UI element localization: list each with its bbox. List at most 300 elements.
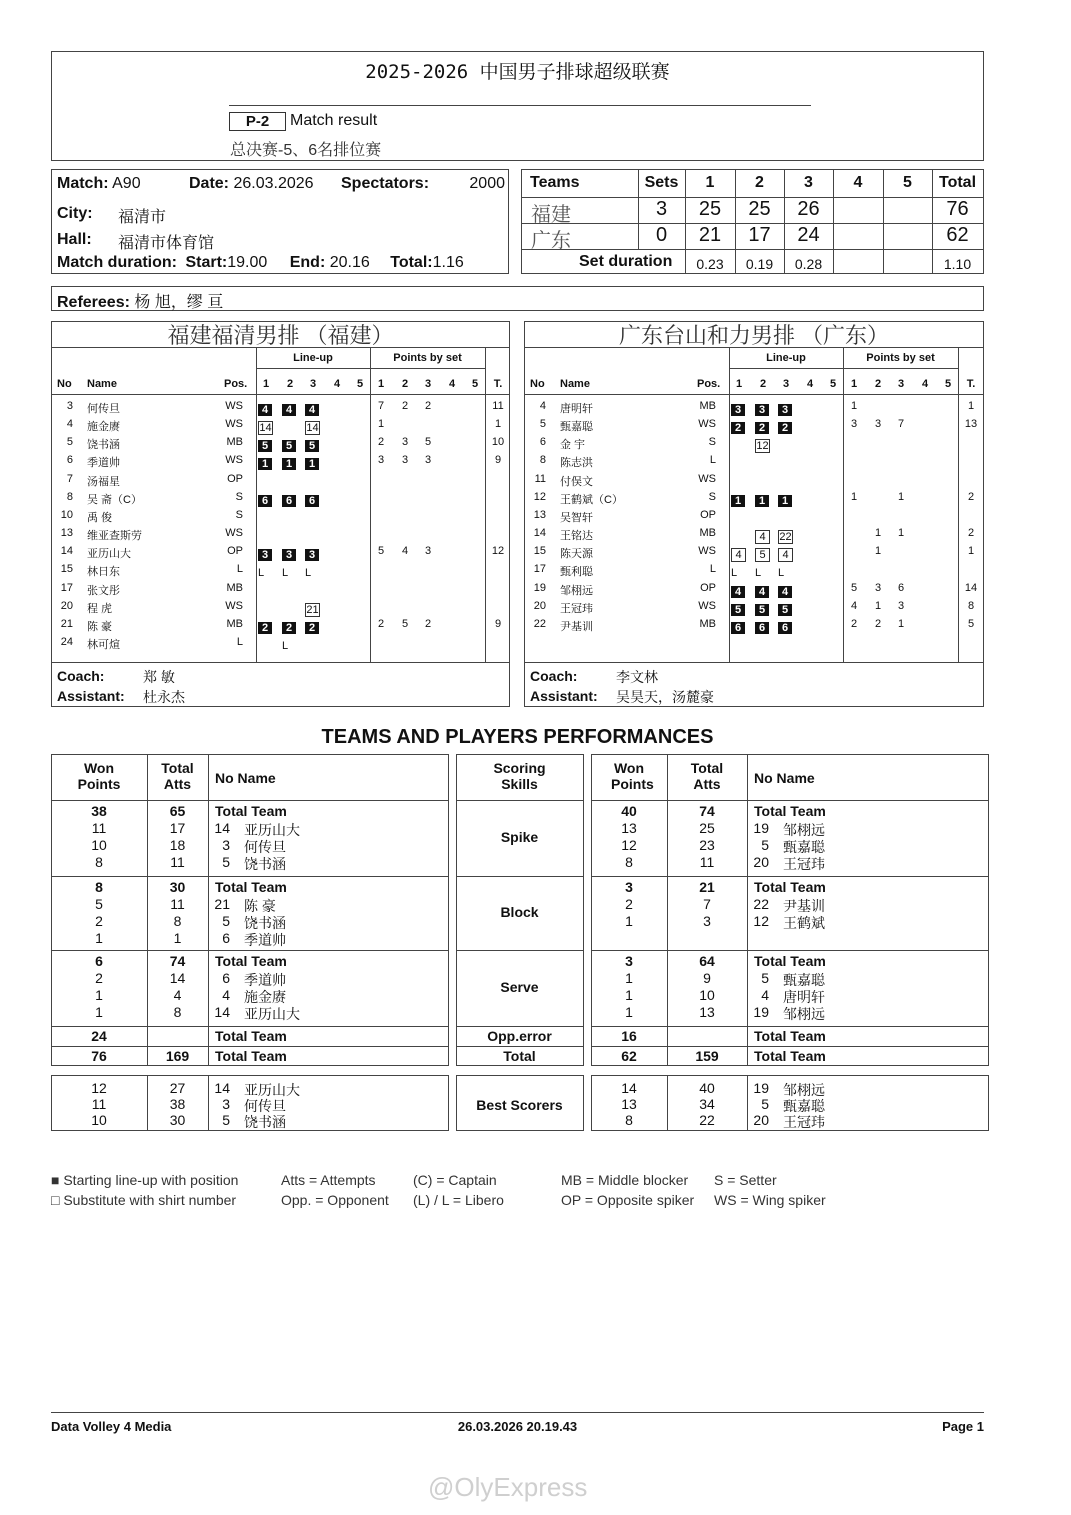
player-position: WS <box>225 599 243 612</box>
player-name: 唐明轩 <box>560 403 593 415</box>
player-name: 陈天源 <box>560 548 593 561</box>
player-number: 3 <box>222 837 230 853</box>
player-name: 程 虎 <box>87 602 113 615</box>
lineup-set-3 <box>778 618 792 636</box>
total-attempts: 27 <box>169 1080 186 1096</box>
player-name: 季道帅 <box>87 457 120 470</box>
player-number: 5 <box>761 970 769 986</box>
lineup-set-1 <box>258 618 272 636</box>
player-name: 王冠玮 <box>560 602 593 615</box>
player-name: 金 宇 <box>560 439 586 452</box>
player-total-points: 9 <box>494 617 502 630</box>
team-total-label: Total Team <box>215 953 287 969</box>
legend-item: ■ Starting line-up with position <box>51 1172 239 1188</box>
points-set-1: 7 <box>377 400 385 412</box>
city-label: City: <box>57 205 93 222</box>
no-name-header: No Name <box>215 770 276 786</box>
referees-label: Referees: <box>57 294 130 311</box>
substitute-number: 4 <box>778 548 793 562</box>
coach-label: Coach: <box>57 668 105 684</box>
starting-position: 1 <box>731 495 745 507</box>
city-value: 福清市 <box>118 209 167 226</box>
skill-opp-error: Opp.error <box>487 1028 552 1044</box>
total-attempts: 64 <box>699 953 715 969</box>
divider <box>524 662 984 663</box>
starting-position: 5 <box>258 440 272 452</box>
date-label: Date: <box>189 175 230 192</box>
player-number: 5 <box>222 854 230 870</box>
substitute-number: 22 <box>779 531 792 544</box>
score-header-total: Total <box>938 174 977 191</box>
score-set-3: 26 <box>797 198 820 220</box>
won-points: 1 <box>95 987 103 1003</box>
player-number: 5 <box>66 436 73 449</box>
won-points: 2 <box>95 970 103 986</box>
points-set-2: 3 <box>874 418 882 431</box>
starting-position: 2 <box>755 422 769 434</box>
player-number: 20 <box>533 599 546 612</box>
player-total-points: 13 <box>964 418 978 431</box>
player-total-points: 11 <box>492 400 504 412</box>
row-divider <box>456 876 583 877</box>
assistant-label: Assistant: <box>530 688 598 704</box>
footer-page: Page 1 <box>942 1419 984 1434</box>
points-set-3: 1 <box>897 527 905 540</box>
lineup-set-header: 5 <box>356 378 364 390</box>
legend-item: OP = Opposite spiker <box>561 1192 695 1208</box>
player-name: 何传旦 <box>244 839 286 855</box>
player-name: 邹栩远 <box>783 1082 825 1098</box>
team-total-label: Total Team <box>215 1048 287 1064</box>
total-attempts: 23 <box>699 837 715 853</box>
legend-item: Opp. = Opponent <box>281 1192 389 1208</box>
player-number: 5 <box>761 1096 769 1112</box>
column-divider <box>729 347 730 662</box>
player-number: 20 <box>60 599 73 612</box>
libero-mark: L <box>282 639 289 652</box>
row-divider <box>591 876 988 877</box>
player-number: 12 <box>533 490 546 503</box>
footer-divider <box>51 1412 984 1413</box>
competition-title: 2025-2026 中国男子排球超级联赛 <box>365 61 670 83</box>
score-header-teams: Teams <box>530 174 580 191</box>
set-duration-3: 0.28 <box>794 256 823 272</box>
lineup-set-3 <box>778 400 792 418</box>
player-number: 4 <box>222 987 230 1003</box>
score-sets-won: 0 <box>655 224 668 246</box>
total-attempts: 13 <box>699 1004 715 1020</box>
score-team-name: 福建 <box>531 204 571 226</box>
total-attempts: 159 <box>695 1048 719 1064</box>
divider <box>51 662 510 663</box>
lineup-set-1 <box>258 400 272 418</box>
team-total-label: Total Team <box>754 1028 826 1044</box>
score-header-2: 2 <box>755 174 764 191</box>
row-divider <box>456 1046 583 1047</box>
starting-position: 1 <box>755 495 769 507</box>
points-set-1: 5 <box>850 581 858 594</box>
match-date: 26.03.2026 <box>233 175 314 192</box>
libero-mark: L <box>778 567 785 580</box>
player-position: MB <box>699 527 716 540</box>
starting-position: 6 <box>755 622 769 634</box>
player-number: 24 <box>60 635 73 648</box>
performance-title: TEAMS AND PLAYERS PERFORMANCES <box>321 726 714 748</box>
player-position: MB <box>226 581 243 594</box>
player-name: 王鹤斌（C） <box>560 493 623 506</box>
lineup-set-3 <box>305 418 320 436</box>
won-points: 40 <box>621 803 637 819</box>
won-points: 76 <box>91 1048 107 1064</box>
player-number: 15 <box>60 563 73 576</box>
lineup-set-1 <box>731 582 745 600</box>
legend-item: WS = Wing spiker <box>714 1192 826 1208</box>
player-total-points: 14 <box>964 581 978 594</box>
player-position: WS <box>225 454 243 467</box>
score-set-2: 25 <box>748 198 771 220</box>
points-set-3: 6 <box>897 581 905 594</box>
player-name: 何传旦 <box>87 403 120 415</box>
points-set-3: 2 <box>424 617 432 630</box>
starting-position: 3 <box>282 549 296 561</box>
won-points: 2 <box>625 896 633 912</box>
points-set-1: 2 <box>850 617 858 630</box>
set-duration-1: 0.23 <box>696 256 724 272</box>
player-total-points: 8 <box>967 599 975 612</box>
points-set-3: 2 <box>424 400 432 412</box>
player-total-points: 10 <box>491 436 505 449</box>
row-divider <box>521 249 983 250</box>
divider <box>51 347 510 348</box>
column-divider <box>747 1075 748 1131</box>
row-divider <box>591 1046 988 1047</box>
starting-position: 3 <box>258 549 272 561</box>
score-header-sets: Sets <box>644 174 679 191</box>
total-attempts: 18 <box>169 837 186 853</box>
libero-mark: L <box>755 567 762 580</box>
lineup-set-3 <box>778 545 793 563</box>
row-divider <box>51 800 448 801</box>
starting-position: 2 <box>258 622 272 634</box>
lineup-set-3 <box>305 491 319 509</box>
player-name: 林可煊 <box>87 638 120 651</box>
lineup-set-2 <box>282 636 288 654</box>
substitute-number: 12 <box>756 440 769 453</box>
lineup-set-1 <box>258 491 272 509</box>
points-set-header: 4 <box>448 378 456 390</box>
substitute-number: 4 <box>731 548 746 562</box>
lineup-set-1 <box>258 454 272 472</box>
lineup-set-1 <box>731 563 737 581</box>
end-time: 20.16 <box>329 254 370 271</box>
player-position: WS <box>698 599 716 612</box>
libero-mark: L <box>258 567 265 580</box>
team-total-label: Total Team <box>754 803 826 819</box>
starting-position: 1 <box>258 458 272 470</box>
lineup-set-2 <box>282 618 296 636</box>
lineup-set-header: 3 <box>782 378 790 390</box>
column-divider <box>208 1075 209 1131</box>
player-position: OP <box>700 508 716 521</box>
start-label: Start: <box>185 254 228 271</box>
player-position: MB <box>226 436 243 449</box>
won-points: 11 <box>91 820 107 836</box>
name-header: Name <box>87 378 117 390</box>
won-points: 10 <box>91 1112 107 1128</box>
lineup-set-2 <box>755 618 769 636</box>
won-points: 16 <box>621 1028 637 1044</box>
won-points: 3 <box>625 953 633 969</box>
lineup-set-3 <box>778 418 792 436</box>
column-divider <box>208 754 209 1066</box>
won-points: 13 <box>621 1096 637 1112</box>
points-set-1: 2 <box>377 617 385 630</box>
starting-position: 4 <box>282 404 296 416</box>
points-set-2: 2 <box>401 400 409 412</box>
won-points: 8 <box>625 854 633 870</box>
substitute-number: 14 <box>306 422 319 435</box>
player-position: WS <box>698 545 716 558</box>
won-points: 5 <box>95 896 103 912</box>
points-by-set-header: Points by set <box>866 352 935 364</box>
points-set-2: 1 <box>874 527 882 540</box>
total-attempts: 17 <box>169 820 186 836</box>
points-set-3: 1 <box>897 617 905 630</box>
row-divider <box>456 950 583 951</box>
won-points-header: Won Points <box>77 760 121 792</box>
total-attempts: 25 <box>699 820 715 836</box>
player-name: 甄嘉聪 <box>783 1098 825 1114</box>
player-name: 亚历山大 <box>244 1082 300 1098</box>
player-position: S <box>235 508 243 521</box>
player-name: 吴 斋（C） <box>87 493 142 506</box>
coach-name: 李文林 <box>616 669 658 685</box>
player-number: 3 <box>66 400 73 412</box>
player-number: 20 <box>753 854 769 870</box>
starting-position: 3 <box>755 404 769 416</box>
lineup-set-2 <box>282 491 296 509</box>
player-position: L <box>709 563 716 576</box>
player-name: 陈 豪 <box>87 620 113 633</box>
player-total-points: 1 <box>967 545 975 558</box>
total-attempts: 30 <box>169 879 186 895</box>
starting-position: 5 <box>731 604 745 616</box>
total-attempts: 11 <box>170 896 185 912</box>
won-points: 11 <box>91 1096 107 1112</box>
player-name: 饶书涵 <box>244 915 286 931</box>
team-total-label: Total Team <box>754 1048 826 1064</box>
points-set-1: 3 <box>850 418 858 431</box>
end-label: End: <box>289 254 326 271</box>
won-points: 8 <box>95 879 103 895</box>
total-header: T. <box>493 378 503 390</box>
team-total-label: Total Team <box>754 879 826 895</box>
legend-item: (L) / L = Libero <box>413 1192 504 1208</box>
player-number: 14 <box>533 527 546 540</box>
lineup-set-3 <box>778 582 792 600</box>
assistant-name: 吴昊天，汤麓豪 <box>616 689 714 705</box>
player-name: 甄嘉聪 <box>783 972 825 988</box>
starting-position: 1 <box>282 458 296 470</box>
player-position: WS <box>225 527 243 540</box>
points-set-2: 3 <box>401 454 409 467</box>
legend-item: □ Substitute with shirt number <box>51 1192 237 1208</box>
score-set-3: 24 <box>797 224 820 246</box>
watermark: @OlyExpress <box>428 1472 588 1502</box>
set-duration-total: 1.10 <box>943 256 972 272</box>
won-points: 8 <box>625 1112 633 1128</box>
player-name: 邹栩远 <box>560 584 593 597</box>
total-attempts: 169 <box>165 1048 190 1064</box>
player-number: 19 <box>753 1004 769 1020</box>
libero-mark: L <box>282 567 289 580</box>
player-number: 6 <box>539 436 546 449</box>
won-points: 1 <box>95 1004 103 1020</box>
starting-position: 2 <box>282 622 296 634</box>
starting-position: 3 <box>778 404 792 416</box>
player-number: 14 <box>60 545 73 558</box>
player-position: MB <box>699 400 716 412</box>
points-set-header: 1 <box>377 378 385 390</box>
spectators-value: 2000 <box>469 175 505 192</box>
won-points: 12 <box>621 837 637 853</box>
player-number: 14 <box>214 820 230 836</box>
player-name: 陈 豪 <box>244 898 276 914</box>
no-name-header: No Name <box>754 770 815 786</box>
player-position: OP <box>700 581 716 594</box>
team-total-label: Total Team <box>215 803 287 819</box>
won-points: 12 <box>91 1080 107 1096</box>
doc-code: P-2 <box>229 112 286 131</box>
player-number: 17 <box>533 563 546 576</box>
starting-position: 6 <box>282 495 296 507</box>
points-set-1: 1 <box>850 400 858 412</box>
starting-position: 5 <box>755 604 769 616</box>
score-header-3: 3 <box>804 174 813 191</box>
divider <box>229 105 811 106</box>
points-set-2: 1 <box>874 599 882 612</box>
won-points: 1 <box>625 1004 633 1020</box>
starting-position: 4 <box>731 586 745 598</box>
row-divider <box>591 1026 988 1027</box>
player-number: 14 <box>214 1080 230 1096</box>
team-total-label: Total Team <box>754 953 826 969</box>
total-attempts: 11 <box>699 854 715 870</box>
lineup-set-2 <box>755 600 769 618</box>
starting-position: 4 <box>755 586 769 598</box>
player-total-points: 2 <box>967 527 975 540</box>
starting-position: 3 <box>731 404 745 416</box>
row-divider <box>591 800 988 801</box>
player-number: 6 <box>222 970 230 986</box>
player-number: 4 <box>539 400 546 412</box>
player-name: 邹栩远 <box>783 1006 825 1022</box>
starting-position: 4 <box>778 586 792 598</box>
total-attempts: 74 <box>699 803 715 819</box>
points-set-2: 4 <box>401 545 409 558</box>
player-position: OP <box>227 472 243 485</box>
player-number: 21 <box>60 617 73 630</box>
lineup-set-2 <box>755 436 770 454</box>
total-attempts: 4 <box>173 987 182 1003</box>
row-divider <box>51 1026 448 1027</box>
legend-item: S = Setter <box>714 1172 777 1188</box>
starting-position: 1 <box>305 458 319 470</box>
coach-name: 郑 敏 <box>143 669 175 685</box>
lineup-set-header: 2 <box>759 378 767 390</box>
won-points: 3 <box>625 879 633 895</box>
lineup-set-header: 1 <box>735 378 743 390</box>
substitute-number: 4 <box>755 530 770 544</box>
starting-position: 5 <box>282 440 296 452</box>
scoring-skills-header: Scoring Skills <box>493 760 546 792</box>
lineup-set-header: 1 <box>262 378 270 390</box>
lineup-header: Line-up <box>293 352 333 364</box>
player-number: 11 <box>534 472 546 485</box>
won-points: 8 <box>95 854 103 870</box>
lineup-set-1 <box>258 545 272 563</box>
won-points: 38 <box>91 803 107 819</box>
player-number: 14 <box>214 1004 230 1020</box>
total-label: Total: <box>390 254 433 271</box>
player-name: 施金赓 <box>244 989 286 1005</box>
player-name: 唐明轩 <box>783 989 825 1005</box>
player-number: 19 <box>753 1080 769 1096</box>
spectators-label: Spectators: <box>341 175 430 192</box>
score-set-1: 21 <box>698 224 722 246</box>
player-position: WS <box>225 418 243 431</box>
player-name: 甄嘉聪 <box>783 839 825 855</box>
column-divider <box>370 347 371 662</box>
points-set-2: 5 <box>401 617 409 630</box>
player-total-points: 1 <box>967 400 975 412</box>
divider <box>51 394 510 395</box>
player-name: 王冠玮 <box>783 856 825 872</box>
lineup-set-1 <box>731 600 745 618</box>
player-total-points: 12 <box>491 545 505 558</box>
player-position: S <box>235 490 243 503</box>
divider <box>524 347 984 348</box>
player-number: 7 <box>66 472 73 485</box>
pos-header: Pos. <box>697 378 721 390</box>
starting-position: 4 <box>258 404 272 416</box>
no-header: No <box>530 378 545 390</box>
points-by-set-header: Points by set <box>393 352 462 364</box>
starting-position: 6 <box>305 495 319 507</box>
points-set-1: 2 <box>377 436 385 449</box>
start-time: 19.00 <box>227 254 268 271</box>
won-points: 24 <box>91 1028 107 1044</box>
lineup-set-2 <box>282 563 288 581</box>
starting-position: 6 <box>258 495 272 507</box>
player-name: 饶书涵 <box>244 856 286 872</box>
starting-position: 6 <box>731 622 745 634</box>
player-number: 5 <box>222 1112 230 1128</box>
lineup-set-1 <box>258 436 272 454</box>
team-name: 福建福清男排 （福建） <box>167 323 394 348</box>
player-position: WS <box>225 400 243 412</box>
legend-item: (C) = Captain <box>413 1172 497 1188</box>
lineup-set-2 <box>755 563 761 581</box>
won-points: 1 <box>625 970 633 986</box>
lineup-header: Line-up <box>766 352 806 364</box>
starting-position: 6 <box>778 622 792 634</box>
legend-item: MB = Middle blocker <box>561 1172 689 1188</box>
player-position: L <box>236 635 243 648</box>
lineup-set-header: 4 <box>806 378 814 390</box>
points-set-1: 3 <box>377 454 385 467</box>
points-set-2: 2 <box>874 617 882 630</box>
